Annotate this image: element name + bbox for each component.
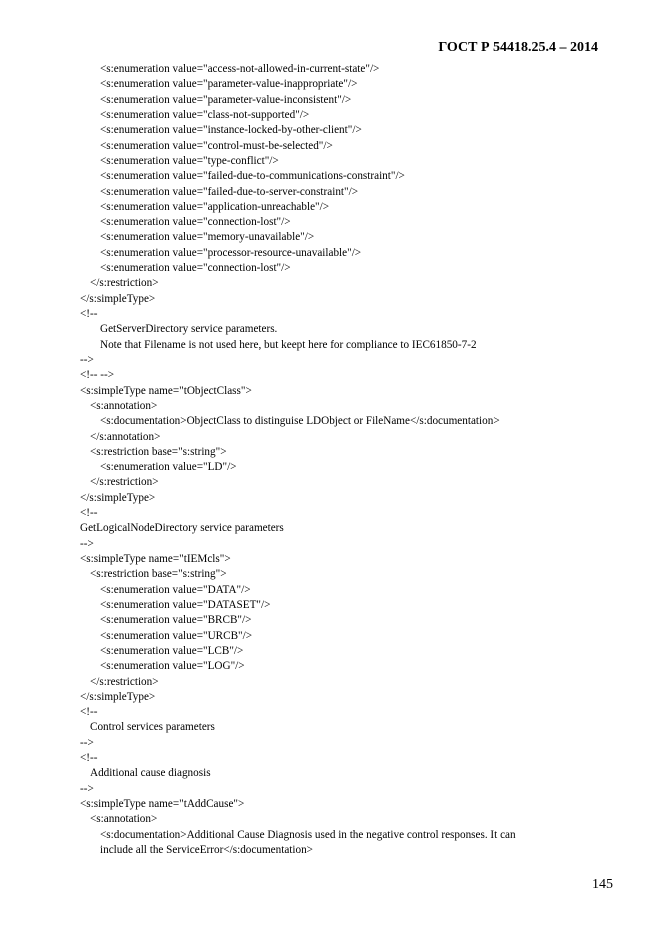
code-line: --> bbox=[80, 353, 94, 366]
code-line: GetServerDirectory service parameters. bbox=[100, 323, 278, 336]
code-line: <s:enumeration value="LOG"/> bbox=[100, 660, 245, 673]
code-line: Additional cause diagnosis bbox=[90, 767, 211, 780]
code-line: </s:simpleType> bbox=[80, 690, 156, 703]
code-line: <s:annotation> bbox=[90, 813, 158, 826]
code-line: </s:simpleType> bbox=[80, 292, 156, 305]
code-line: <s:enumeration value="connection-lost"/> bbox=[100, 216, 291, 229]
code-line: </s:restriction> bbox=[90, 675, 159, 688]
code-line: --> bbox=[80, 782, 94, 795]
code-line: <s:enumeration value="class-not-supported"/> bbox=[100, 108, 310, 121]
code-line: Note that Filename is not used here, but keept here for compliance to IEC61850-7-2 bbox=[100, 338, 477, 351]
code-line: <s:documentation>ObjectClass to distinguise LDObject or FileName</s:documentation> bbox=[100, 415, 500, 428]
code-line: GetLogicalNodeDirectory service parameters bbox=[80, 522, 284, 535]
code-line: <s:enumeration value="processor-resource-unavailable"/> bbox=[100, 246, 362, 259]
code-line: <!-- bbox=[80, 706, 98, 719]
code-line: <!-- bbox=[80, 308, 98, 320]
code-line: <s:enumeration value="application-unreachable"/> bbox=[100, 200, 330, 213]
code-line: <s:enumeration value="parameter-value-inappropriate"/> bbox=[100, 78, 358, 91]
code-line: <s:enumeration value="access-not-allowed-in-current-state"/> bbox=[100, 63, 380, 75]
code-line: Control services parameters bbox=[90, 721, 215, 734]
code-line: <s:enumeration value="control-must-be-selected"/> bbox=[100, 139, 333, 152]
code-line: <s:simpleType name="tObjectClass"> bbox=[80, 384, 252, 397]
code-line: <s:enumeration value="LCB"/> bbox=[100, 644, 244, 657]
code-line: <s:enumeration value="DATA"/> bbox=[100, 583, 251, 596]
code-line: <s:enumeration value="failed-due-to-server-constraint"/> bbox=[100, 185, 359, 198]
code-line: <s:enumeration value="parameter-value-inconsistent"/> bbox=[100, 93, 352, 106]
code-line: <s:enumeration value="URCB"/> bbox=[100, 629, 253, 642]
document-header: ГОСТ Р 54418.25.4 – 2014 bbox=[438, 40, 598, 55]
code-line: <s:enumeration value="LD"/> bbox=[100, 461, 237, 474]
code-line: <s:annotation> bbox=[90, 399, 158, 412]
code-line: <s:simpleType name="tIEMcls"> bbox=[80, 553, 231, 565]
code-line: <!-- bbox=[80, 507, 98, 520]
code-line: </s:annotation> bbox=[90, 430, 161, 443]
code-line: <!-- bbox=[80, 752, 98, 765]
code-line: <s:documentation>Additional Cause Diagnosis used in the negative control responses. It can bbox=[100, 828, 516, 841]
code-line: <!-- --> bbox=[80, 369, 115, 382]
code-line: <s:enumeration value="type-conflict"/> bbox=[100, 154, 279, 167]
code-line: <s:restriction base="s:string"> bbox=[90, 445, 227, 458]
code-line: <s:simpleType name="tAddCause"> bbox=[80, 798, 245, 810]
code-line: </s:simpleType> bbox=[80, 491, 156, 504]
code-line: <s:enumeration value="DATASET"/> bbox=[100, 598, 271, 611]
code-line: </s:restriction> bbox=[90, 476, 159, 489]
code-line: <s:enumeration value="connection-lost"/> bbox=[100, 262, 291, 275]
code-line: include all the ServiceError</s:documentation> bbox=[100, 843, 313, 856]
code-line: <s:enumeration value="memory-unavailable"/> bbox=[100, 231, 315, 244]
code-line: <s:restriction base="s:string"> bbox=[90, 568, 227, 581]
code-line: --> bbox=[80, 736, 94, 749]
xml-code-listing bbox=[80, 62, 620, 858]
code-line: --> bbox=[80, 537, 94, 550]
code-line: <s:enumeration value="instance-locked-by-other-client"/> bbox=[100, 124, 362, 137]
code-line: <s:enumeration value="failed-due-to-communications-constraint"/> bbox=[100, 170, 405, 183]
page-number: 145 bbox=[592, 877, 613, 892]
code-line: </s:restriction> bbox=[90, 277, 159, 290]
code-line: <s:enumeration value="BRCB"/> bbox=[100, 614, 252, 627]
